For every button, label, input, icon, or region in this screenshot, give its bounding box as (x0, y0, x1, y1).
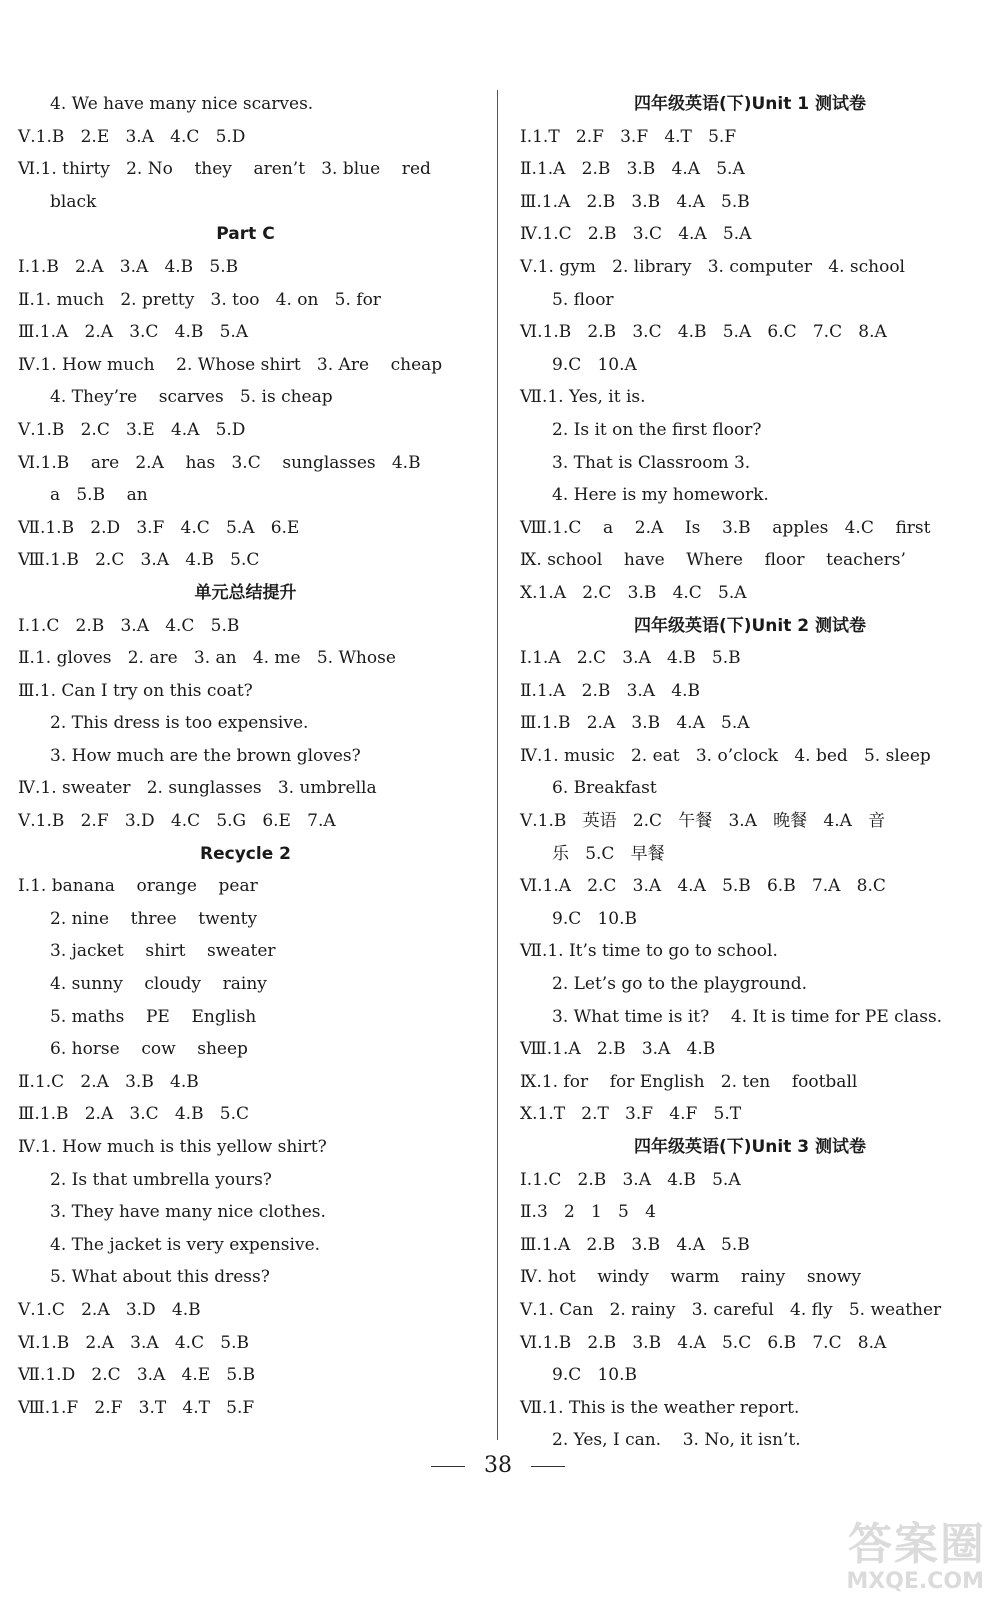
answer-line: Ⅲ.1.B 2.A 3.B 4.A 5.A (520, 713, 750, 734)
watermark-text: 答案圈 (848, 1519, 986, 1570)
answer-line: Ⅷ.1.C a 2.A Is 3.B apples 4.C first (520, 517, 931, 538)
footer-dash-right (531, 1466, 565, 1467)
answer-line: Ⅸ. school have Where floor teachers’ (520, 550, 906, 571)
answer-line: Ⅱ.1. gloves 2. are 3. an 4. me 5. Whose (18, 648, 396, 669)
watermark-url: MXQE.COM (846, 1569, 984, 1594)
answer-line: 6. Breakfast (552, 778, 657, 799)
page-number: 38 (484, 1453, 512, 1478)
page-footer (0, 1453, 996, 1478)
answer-line: 5. What about this dress? (50, 1267, 270, 1288)
answer-line: Ⅲ.1.B 2.A 3.C 4.B 5.C (18, 1104, 250, 1125)
answer-line: Ⅳ.1. sweater 2. sunglasses 3. umbrella (18, 778, 377, 799)
answer-line: 4. Here is my homework. (552, 485, 769, 506)
answer-line: 5. floor (552, 289, 614, 310)
answer-line: 3. They have many nice clothes. (50, 1202, 326, 1223)
answer-line: Ⅹ.1.A 2.C 3.B 4.C 5.A (520, 582, 747, 603)
answer-line: Ⅵ.1.A 2.C 3.A 4.A 5.B 6.B 7.A 8.C (520, 876, 886, 897)
answer-line: Ⅰ.1.T 2.F 3.F 4.T 5.F (520, 126, 737, 147)
answer-line: Ⅴ.1. gym 2. library 3. computer 4. school (520, 256, 905, 277)
answer-line: 2. Yes, I can. 3. No, it isn’t. (552, 1430, 801, 1451)
answer-line: Ⅴ.1.B 2.C 3.E 4.A 5.D (18, 419, 246, 440)
section-heading: 单元总结提升 (194, 582, 297, 603)
answer-line: a 5.B an (50, 485, 148, 506)
answer-line: Ⅶ.1.D 2.C 3.A 4.E 5.B (18, 1365, 256, 1386)
answer-line: Ⅱ.3 2 1 5 4 (520, 1202, 656, 1223)
answer-line: Ⅱ.1.A 2.B 3.B 4.A 5.A (520, 159, 745, 180)
section-heading: Part C (216, 224, 275, 245)
answer-line: 2. Let’s go to the playground. (552, 974, 808, 995)
answer-line: 2. Is that umbrella yours? (50, 1169, 272, 1190)
answer-line: 3. That is Classroom 3. (552, 452, 751, 473)
answer-line: 3. What time is it? 4. It is time for PE class. (552, 1006, 943, 1027)
answer-line: Ⅳ.1. How much is this yellow shirt? (18, 1137, 327, 1157)
answer-line: 乐 5.C 早餐 (552, 843, 665, 864)
answer-line: Ⅰ.1.A 2.C 3.A 4.B 5.B (520, 648, 741, 669)
answer-line: Ⅷ.1.B 2.C 3.A 4.B 5.C (18, 550, 260, 571)
answer-line: black (50, 191, 97, 212)
answer-line: 2. Is it on the first floor? (552, 419, 762, 440)
answer-line: Ⅲ.1.A 2.A 3.C 4.B 5.A (18, 322, 249, 343)
answer-line: 5. maths PE English (50, 1006, 257, 1027)
answer-line: Ⅸ.1. for for English 2. ten football (520, 1071, 858, 1092)
answer-line: Ⅵ.1.B 2.A 3.A 4.C 5.B (18, 1332, 249, 1353)
answer-line: Ⅴ.1.B 英语 2.C 午餐 3.A 晚餐 4.A 音 (520, 811, 886, 832)
answer-line: Ⅴ.1. Can 2. rainy 3. careful 4. fly 5. weather (520, 1299, 942, 1320)
left-column (18, 88, 473, 1424)
answer-line: Ⅴ.1.B 2.E 3.A 4.C 5.D (18, 126, 246, 147)
answer-line: Ⅳ.1. music 2. eat 3. o’clock 4. bed 5. sleep (520, 745, 931, 766)
answer-line: 9.C 10.A (552, 354, 637, 375)
answer-line: 4. The jacket is very expensive. (50, 1234, 321, 1255)
answer-line: Ⅵ.1.B 2.B 3.B 4.A 5.C 6.B 7.C 8.A (520, 1332, 887, 1353)
answer-line: 4. sunny cloudy rainy (50, 974, 267, 995)
answer-line: 2. nine three twenty (50, 908, 258, 929)
answer-line: Ⅴ.1.B 2.F 3.D 4.C 5.G 6.E 7.A (18, 811, 336, 832)
answer-line: Ⅵ.1.B are 2.A has 3.C sunglasses 4.B (18, 452, 421, 473)
answer-line: Ⅶ.1. Yes, it is. (520, 387, 646, 408)
answer-line: Ⅱ.1.A 2.B 3.A 4.B (520, 680, 701, 701)
section-heading: 四年级英语(下)Unit 3 测试卷 (633, 1137, 867, 1157)
answer-line: Ⅴ.1.C 2.A 3.D 4.B (18, 1299, 201, 1320)
answer-line: Ⅱ.1.C 2.A 3.B 4.B (18, 1071, 199, 1092)
section-heading: 四年级英语(下)Unit 1 测试卷 (633, 94, 867, 114)
answer-line: 9.C 10.B (552, 1365, 637, 1386)
watermark-logo (826, 1504, 986, 1594)
answer-line: Ⅰ.1.B 2.A 3.A 4.B 5.B (18, 256, 239, 277)
section-heading: 四年级英语(下)Unit 2 测试卷 (633, 615, 867, 636)
answer-line: Ⅰ.1.C 2.B 3.A 4.C 5.B (18, 615, 240, 636)
answer-line: Ⅶ.1.B 2.D 3.F 4.C 5.A 6.E (18, 517, 300, 538)
answer-line: 3. jacket shirt sweater (50, 941, 276, 962)
answer-line: Ⅰ.1. banana orange pear (18, 876, 258, 897)
answer-line: 2. This dress is too expensive. (50, 713, 309, 734)
footer-dash-left (431, 1466, 465, 1467)
answer-line: Ⅵ.1. thirty 2. No they aren’t 3. blue red (18, 159, 431, 180)
answer-line: Ⅷ.1.A 2.B 3.A 4.B (520, 1039, 716, 1060)
answer-line: Ⅷ.1.F 2.F 3.T 4.T 5.F (18, 1397, 255, 1418)
answer-line: Ⅳ.1.C 2.B 3.C 4.A 5.A (520, 224, 752, 245)
answer-line: Ⅳ.1. How much 2. Whose shirt 3. Are cheap (18, 354, 443, 375)
column-divider (497, 90, 498, 1440)
answer-line: Ⅶ.1. This is the weather report. (520, 1397, 800, 1418)
answer-line: Ⅲ.1.A 2.B 3.B 4.A 5.B (520, 191, 750, 212)
answer-line: Ⅲ.1.A 2.B 3.B 4.A 5.B (520, 1234, 750, 1255)
answer-line: Ⅱ.1. much 2. pretty 3. too 4. on 5. for (18, 289, 381, 310)
answer-line: 6. horse cow sheep (50, 1039, 248, 1060)
answer-line: Ⅵ.1.B 2.B 3.C 4.B 5.A 6.C 7.C 8.A (520, 322, 887, 343)
answer-line: Ⅰ.1.C 2.B 3.A 4.B 5.A (520, 1169, 741, 1190)
answer-line: 4. We have many nice scarves. (50, 94, 314, 114)
answer-line: Ⅳ. hot windy warm rainy snowy (520, 1267, 861, 1288)
answer-line: 4. They’re scarves 5. is cheap (50, 387, 333, 408)
answer-line: Ⅲ.1. Can I try on this coat? (18, 680, 253, 701)
answer-line: Ⅶ.1. It’s time to go to school. (520, 941, 778, 962)
answer-line: 3. How much are the brown gloves? (50, 745, 361, 766)
section-heading: Recycle 2 (200, 843, 291, 864)
right-column (520, 88, 980, 1457)
answer-line: Ⅹ.1.T 2.T 3.F 4.F 5.T (520, 1104, 742, 1125)
answer-line: 9.C 10.B (552, 908, 637, 929)
